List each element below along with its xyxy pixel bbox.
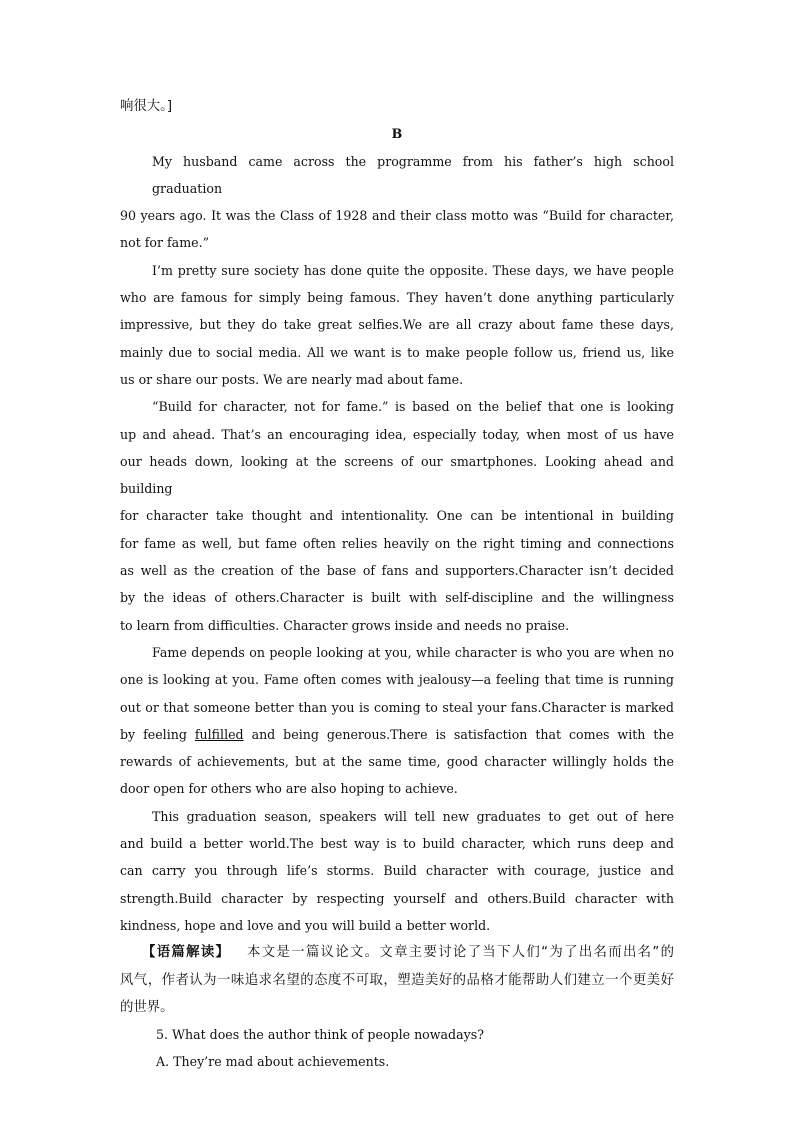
passage-line: My husband came across the programme from his father’s high school graduation	[152, 153, 674, 196]
passage	[120, 148, 674, 940]
passage-line: to learn from difficulties. Character grows inside and needs no praise.	[120, 617, 570, 633]
passage-line: door open for others who are also hoping to achieve.	[120, 781, 458, 797]
passage-line	[120, 721, 674, 748]
underlined-word-fulfilled: fulfilled	[194, 726, 244, 742]
analysis-line: 风气，作者认为一味追求名望的态度不可取，塑造美好的品格才能帮助人们建立一个更美好	[120, 972, 674, 988]
passage-line: our heads down, looking at the screens of our smartphones. Looking ahead and building	[120, 453, 674, 497]
analysis-line	[120, 939, 674, 966]
passage-line: out or that someone better than you is coming to steal your fans.Character is marked	[120, 699, 674, 715]
passage-line: by the ideas of others.Character is built with self-discipline and the willingness	[120, 590, 674, 606]
passage-line: I’m pretty sure society has done quite the opposite. These days, we have people	[152, 262, 674, 278]
passage-line: rewards of achievements, but at the same time, good character willingly holds the	[120, 754, 674, 770]
passage-segment: and being generous.There is satisfaction that comes with the	[251, 726, 674, 742]
passage-line: for character take thought and intentionality. One can be intentional in building	[120, 508, 674, 524]
top-fragment: 响很大。]	[120, 99, 173, 114]
document-page	[120, 93, 674, 1076]
passage-line: mainly due to social media. All we want is to make people follow us, friend us, like	[120, 344, 674, 360]
passage-line: us or share our posts. We are nearly mad about fame.	[120, 371, 464, 387]
passage-line: can carry you through life’s storms. Build character with courage, justice and	[120, 863, 674, 879]
passage-line: This graduation season, speakers will tell new graduates to get out of here	[152, 808, 674, 824]
analysis-block	[120, 939, 674, 1021]
passage-line: impressive, but they do take great selfies.We are all crazy about fame these days,	[120, 317, 674, 333]
analysis-line: 的世界。	[120, 999, 174, 1015]
question-stem: 5. What does the author think of people nowadays?	[156, 1027, 484, 1043]
passage-line: up and ahead. That’s an encouraging idea, especially today, when most of us have	[120, 426, 674, 442]
passage-line: not for fame.”	[120, 235, 210, 251]
passage-line: as well as the creation of the base of fans and supporters.Character isn’t decided	[120, 563, 674, 579]
section-letter: B	[391, 126, 403, 142]
passage-line: one is looking at you. Fame often comes with jealousy—a feeling that time is running	[120, 672, 674, 688]
passage-line: kindness, hope and love and you will build a better world.	[120, 917, 491, 933]
analysis-text: 本文是一篇议论文。文章主要讨论了当下人们“为了出名而出名”的	[246, 945, 674, 961]
passage-line: who are famous for simply being famous. They haven’t done anything particularly	[120, 290, 674, 306]
question-5	[120, 1021, 674, 1076]
passage-line: for fame as well, but fame often relies heavily on the right timing and connections	[120, 535, 674, 551]
passage-line: and build a better world.The best way is to build character, which runs deep and	[120, 836, 674, 852]
passage-segment: by feeling	[120, 726, 187, 742]
passage-line: Fame depends on people looking at you, while character is who you are when no	[152, 644, 674, 660]
analysis-label: 【语篇解读】	[142, 945, 231, 961]
option-a[interactable]: A. They’re mad about achievements.	[156, 1054, 390, 1070]
passage-line: 90 years ago. It was the Class of 1928 and their class motto was “Build for character,	[120, 208, 674, 224]
passage-line: “Build for character, not for fame.” is based on the belief that one is looking	[152, 399, 674, 415]
passage-line: strength.Build character by respecting yourself and others.Build character with	[120, 890, 674, 906]
